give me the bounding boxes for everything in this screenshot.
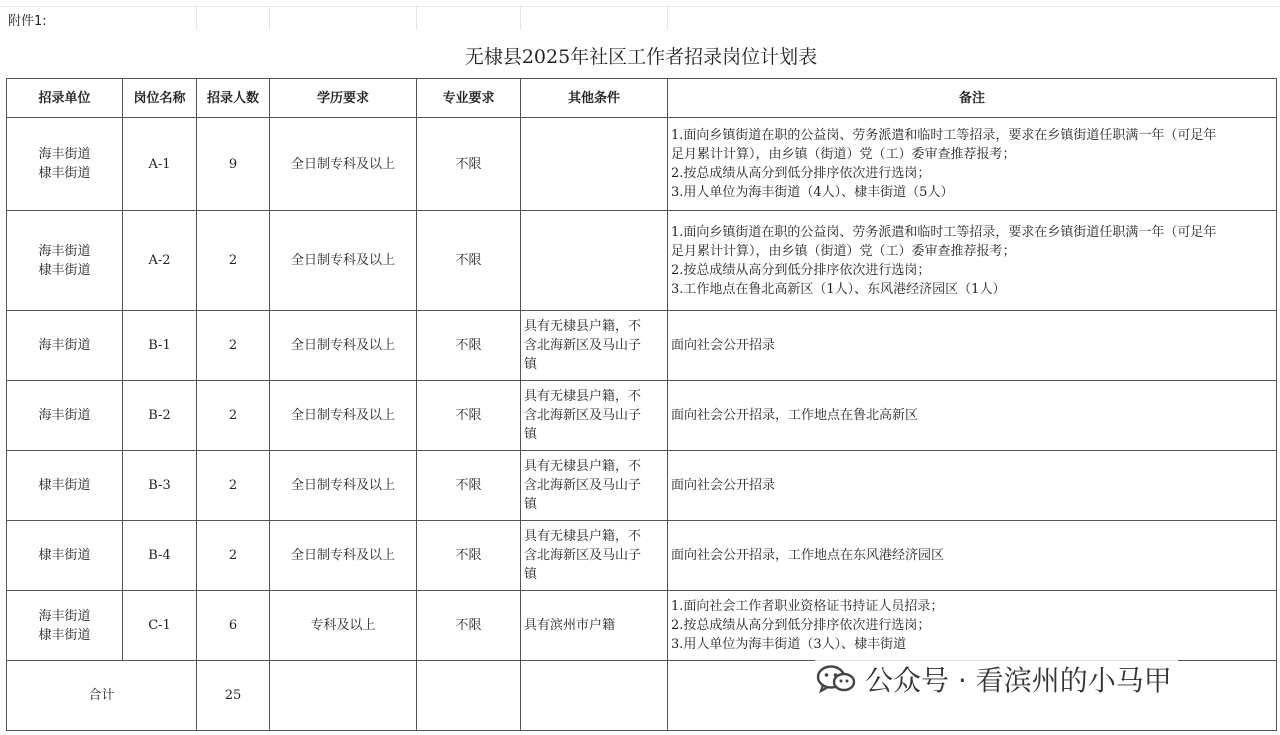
- notes-cell: [668, 118, 1277, 211]
- sheet-gridline: [0, 6, 1280, 7]
- unit-line: 棣丰街道: [38, 478, 91, 493]
- other-cell: [521, 451, 668, 521]
- unit-cell: [7, 521, 123, 591]
- count-cell: 2: [197, 381, 270, 451]
- count-cell: 2: [197, 311, 270, 381]
- table-row: [7, 118, 1277, 211]
- notes-cell: [668, 211, 1277, 311]
- notes-line: 3.工作地点在鲁北高新区（1人）、东风港经济园区（1人）: [671, 281, 1006, 297]
- table-header-row: [7, 79, 1277, 118]
- total-label: 合计: [7, 661, 197, 731]
- unit-line: 棣丰街道: [38, 262, 91, 278]
- table-row: [7, 521, 1277, 591]
- notes-line: 面向社会公开招录: [671, 338, 776, 353]
- header-other: 其他条件: [521, 79, 668, 118]
- education-cell: 全日制专科及以上: [270, 311, 417, 381]
- major-cell: 不限: [417, 311, 521, 381]
- total-empty-cell: [521, 661, 668, 731]
- notes-line: 2.按总成绩从高分到低分排序依次进行选岗；: [671, 262, 931, 278]
- other-line: 具有无棣县户籍，不: [524, 459, 642, 474]
- other-cell: [521, 591, 668, 661]
- notes-line: 3.用人单位为海丰街道（4人）、棣丰街道（5人）: [671, 185, 954, 200]
- unit-cell: [7, 118, 123, 211]
- other-line: 具有无棣县户籍，不: [524, 529, 642, 544]
- other-line: 具有无棣县户籍，不: [524, 319, 642, 334]
- table-row: [7, 311, 1277, 381]
- unit-cell: [7, 311, 123, 381]
- unit-line: 海丰街道: [38, 147, 91, 162]
- table-row: [7, 381, 1277, 451]
- unit-line: 棣丰街道: [38, 166, 91, 181]
- other-line: 镇: [524, 497, 538, 512]
- total-count: 25: [197, 661, 270, 731]
- other-line: 含北海新区及马山子: [524, 478, 642, 493]
- table-row: [7, 451, 1277, 521]
- post-cell: B-2: [123, 381, 197, 451]
- other-cell: [521, 521, 668, 591]
- education-cell: 全日制专科及以上: [270, 451, 417, 521]
- other-line: 镇: [524, 357, 538, 372]
- unit-line: 海丰街道: [38, 243, 91, 259]
- header-post: 岗位名称: [123, 79, 197, 118]
- recruitment-table: [6, 78, 1277, 731]
- count-cell: 2: [197, 521, 270, 591]
- major-cell: 不限: [417, 591, 521, 661]
- other-cell: [521, 311, 668, 381]
- notes-line: 1.面向乡镇街道在职的公益岗、劳务派遣和临时工等招录，要求在乡镇街道任职满一年（可足年: [671, 224, 1217, 240]
- header-major: 专业要求: [417, 79, 521, 118]
- notes-line: 2.按总成绩从高分到低分排序依次进行选岗；: [671, 618, 931, 633]
- notes-cell: [668, 381, 1277, 451]
- notes-line: 1.面向社会工作者职业资格证书持证人员招录；: [671, 599, 944, 614]
- table-row: [7, 211, 1277, 311]
- notes-cell: [668, 591, 1277, 661]
- count-cell: 6: [197, 591, 270, 661]
- major-cell: 不限: [417, 211, 521, 311]
- header-notes: 备注: [668, 79, 1277, 118]
- post-cell: B-4: [123, 521, 197, 591]
- notes-cell: [668, 311, 1277, 381]
- notes-line: 足月累计计算），由乡镇（街道）党（工）委审查推荐报考；: [671, 243, 1016, 259]
- education-cell: 专科及以上: [270, 591, 417, 661]
- attachment-label: 附件1:: [8, 14, 47, 29]
- table-row: [7, 591, 1277, 661]
- post-cell: A-1: [123, 118, 197, 211]
- post-cell: C-1: [123, 591, 197, 661]
- sheet-gridline: [269, 6, 270, 30]
- sheet-gridline: [196, 6, 197, 30]
- unit-line: 海丰街道: [38, 408, 91, 423]
- sheet-gridline: [667, 6, 668, 30]
- notes-line: 足月累计计算），由乡镇（街道）党（工）委审查推荐报考；: [671, 147, 1016, 162]
- notes-line: 3.用人单位为海丰街道（3人）、棣丰街道: [671, 637, 907, 652]
- unit-line: 棣丰街道: [38, 627, 91, 643]
- page-title: 无棣县2025年社区工作者招录岗位计划表: [464, 46, 818, 68]
- table-body: [7, 118, 1277, 661]
- education-cell: 全日制专科及以上: [270, 118, 417, 211]
- notes-cell: [668, 521, 1277, 591]
- header-count: 招录人数: [197, 79, 270, 118]
- other-line: 镇: [524, 427, 538, 442]
- count-cell: 2: [197, 451, 270, 521]
- post-cell: A-2: [123, 211, 197, 311]
- other-line: 镇: [524, 567, 538, 582]
- other-cell: [521, 381, 668, 451]
- wechat-icon: [815, 664, 857, 694]
- total-empty-cell: [270, 661, 417, 731]
- major-cell: 不限: [417, 521, 521, 591]
- unit-line: 海丰街道: [38, 608, 91, 624]
- other-line: 含北海新区及马山子: [524, 338, 642, 353]
- major-cell: 不限: [417, 451, 521, 521]
- post-cell: B-3: [123, 451, 197, 521]
- notes-line: 1.面向乡镇街道在职的公益岗、劳务派遣和临时工等招录，要求在乡镇街道任职满一年（可足年: [671, 128, 1217, 143]
- count-cell: 2: [197, 211, 270, 311]
- major-cell: 不限: [417, 118, 521, 211]
- unit-cell: [7, 211, 123, 311]
- other-line: 具有滨州市户籍: [524, 618, 616, 633]
- notes-cell: [668, 451, 1277, 521]
- education-cell: 全日制专科及以上: [270, 381, 417, 451]
- notes-line: 面向社会公开招录，工作地点在东风港经济园区: [671, 548, 945, 563]
- header-education: 学历要求: [270, 79, 417, 118]
- watermark-text: 公众号 · 看滨州的小马甲: [865, 664, 1172, 697]
- sheet-gridline: [520, 6, 521, 30]
- other-cell: [521, 211, 668, 311]
- count-cell: 9: [197, 118, 270, 211]
- unit-cell: [7, 381, 123, 451]
- unit-cell: [7, 451, 123, 521]
- sheet-gridline: [416, 6, 417, 30]
- unit-line: 海丰街道: [38, 338, 91, 353]
- notes-line: 面向社会公开招录: [671, 478, 776, 493]
- total-empty-cell: [417, 661, 521, 731]
- unit-line: 棣丰街道: [38, 548, 91, 563]
- education-cell: 全日制专科及以上: [270, 211, 417, 311]
- notes-line: 2.按总成绩从高分到低分排序依次进行选岗；: [671, 166, 931, 181]
- watermark: [815, 660, 1178, 698]
- other-cell: [521, 118, 668, 211]
- other-line: 含北海新区及马山子: [524, 548, 642, 563]
- notes-line: 面向社会公开招录，工作地点在鲁北高新区: [671, 408, 919, 423]
- post-cell: B-1: [123, 311, 197, 381]
- header-unit: 招录单位: [7, 79, 123, 118]
- major-cell: 不限: [417, 381, 521, 451]
- unit-cell: [7, 591, 123, 661]
- other-line: 具有无棣县户籍，不: [524, 389, 642, 404]
- education-cell: 全日制专科及以上: [270, 521, 417, 591]
- other-line: 含北海新区及马山子: [524, 408, 642, 423]
